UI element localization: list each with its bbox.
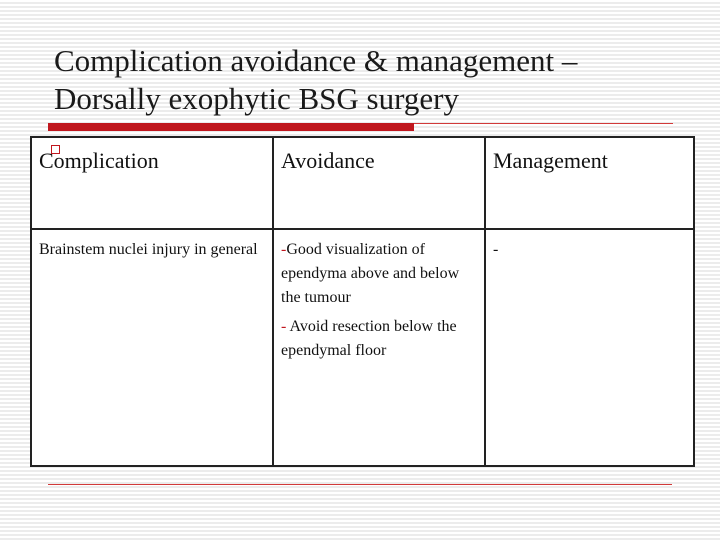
avoidance-dash: -: [281, 241, 287, 258]
slide-title: [54, 42, 694, 118]
header-avoidance: Avoidance: [273, 137, 485, 229]
cell-complication: Brainstem nuclei injury in general: [31, 229, 273, 466]
avoidance-item: [281, 238, 477, 310]
avoidance-text: Good visualization of ependyma above and below the tumour: [281, 241, 460, 306]
complication-table: [30, 136, 695, 467]
header-management: Management: [485, 137, 694, 229]
table-header-row: [31, 137, 694, 229]
footer-accent-line: [48, 484, 672, 485]
title-accent-line: [414, 123, 673, 124]
table-row: [31, 229, 694, 466]
cell-avoidance: [273, 229, 485, 466]
slide-title-line-2: Dorsally exophytic BSG surgery: [54, 81, 459, 116]
title-accent-bar: [48, 123, 414, 131]
avoidance-item: [281, 315, 477, 363]
bullet-square-icon: [51, 145, 60, 154]
avoidance-dash: -: [281, 318, 287, 335]
avoidance-text: Avoid resection below the ependymal floor: [281, 318, 457, 359]
slide-title-line-1: Complication avoidance & management –: [54, 43, 578, 78]
header-complication: Complication: [31, 137, 273, 229]
cell-management: -: [485, 229, 694, 466]
